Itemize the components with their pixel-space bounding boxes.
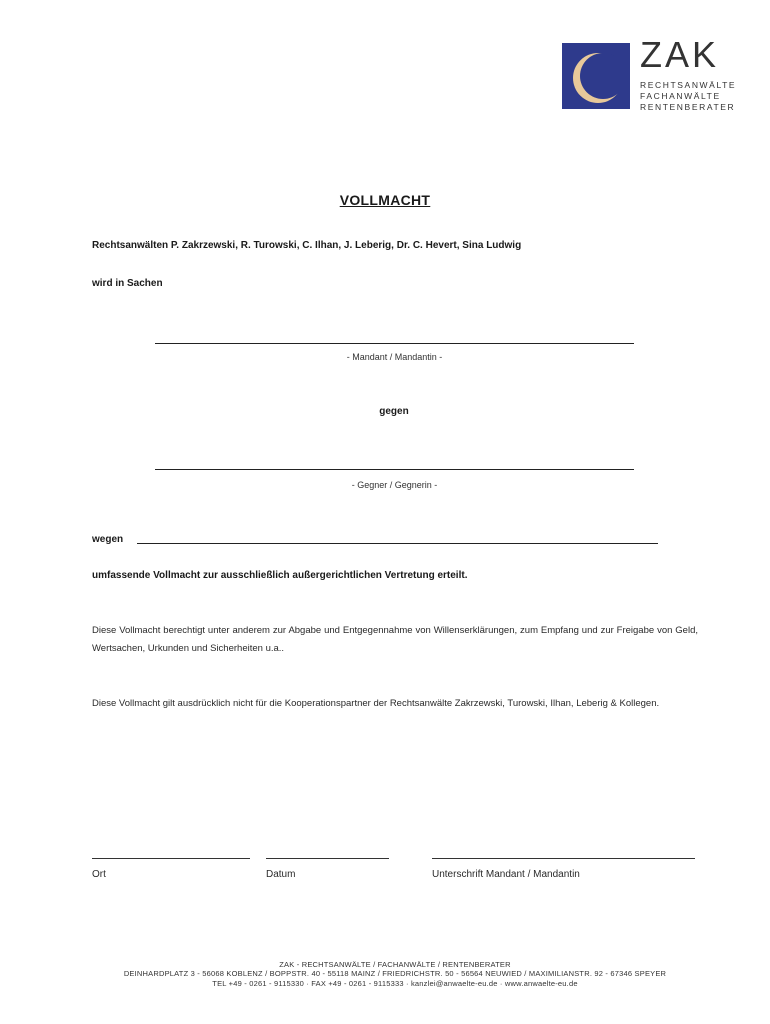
crescent-logo-icon [562, 43, 630, 109]
footer-contact: TEL +49 - 0261 - 9115330 · FAX +49 - 0261 - 9115333 · kanzlei@anwaelte-eu.de · www.anwaelte-eu.de [212, 979, 578, 988]
mandant-caption: - Mandant / Mandantin - [346, 352, 443, 362]
unterschrift-signature-line [432, 858, 695, 859]
logo-subtitle-3: RENTENBERATER [640, 102, 736, 112]
paragraph-exclusion: Diese Vollmacht gilt ausdrücklich nicht für die Kooperationspartner der Rechtsanwälte Zakrzewski, Turowski, Ilhan, Leberig & Kollegen. [92, 698, 660, 709]
logo-mark [562, 43, 630, 109]
ort-signature-line [92, 858, 250, 859]
lawyers-line: Rechtsanwälten P. Zakrzewski, R. Turowski, C. Ilhan, J. Leberig, Dr. C. Hevert, Sina Ludwig [92, 240, 522, 251]
footer-firm: ZAK - RECHTSANWÄLTE / FACHANWÄLTE / RENTENBERATER [279, 960, 511, 969]
gegner-blank-line [155, 469, 634, 470]
footer-addresses: DEINHARDPLATZ 3 - 56068 KOBLENZ / BOPPSTR. 40 - 55118 MAINZ / FRIEDRICHSTR. 50 - 56564 NEUWIED / MAXIMILIANSTR. 92 - 67346 SPEYER [123, 969, 667, 978]
paragraph-scope: Diese Vollmacht berechtigt unter anderem zur Abgabe und Entgegennahme von Willenserklärungen, zum Empfang und zur Freigabe von Geld, Wertsachen, Urkunden und Sicherheiten u.a.. [92, 625, 698, 654]
datum-label: Datum [266, 869, 296, 880]
ort-label: Ort [92, 869, 106, 880]
vollmacht-statement: umfassende Vollmacht zur ausschließlich außergerichtlichen Vertretung erteilt. [92, 570, 468, 581]
datum-signature-line [266, 858, 389, 859]
logo-subtitle-2: FACHANWÄLTE [640, 91, 721, 101]
wegen-blank-line [137, 543, 658, 544]
gegner-caption: - Gegner / Gegnerin - [351, 480, 438, 490]
unterschrift-label: Unterschrift Mandant / Mandantin [432, 869, 580, 880]
mandant-blank-line [155, 343, 634, 344]
logo-name: ZAK [640, 34, 720, 75]
document-title: VOLLMACHT [339, 192, 431, 208]
logo-subtitle-1: RECHTSANWÄLTE [640, 80, 737, 90]
wegen-label: wegen [92, 534, 124, 545]
in-sachen-text: wird in Sachen [92, 278, 163, 289]
gegen-text: gegen [379, 406, 409, 417]
